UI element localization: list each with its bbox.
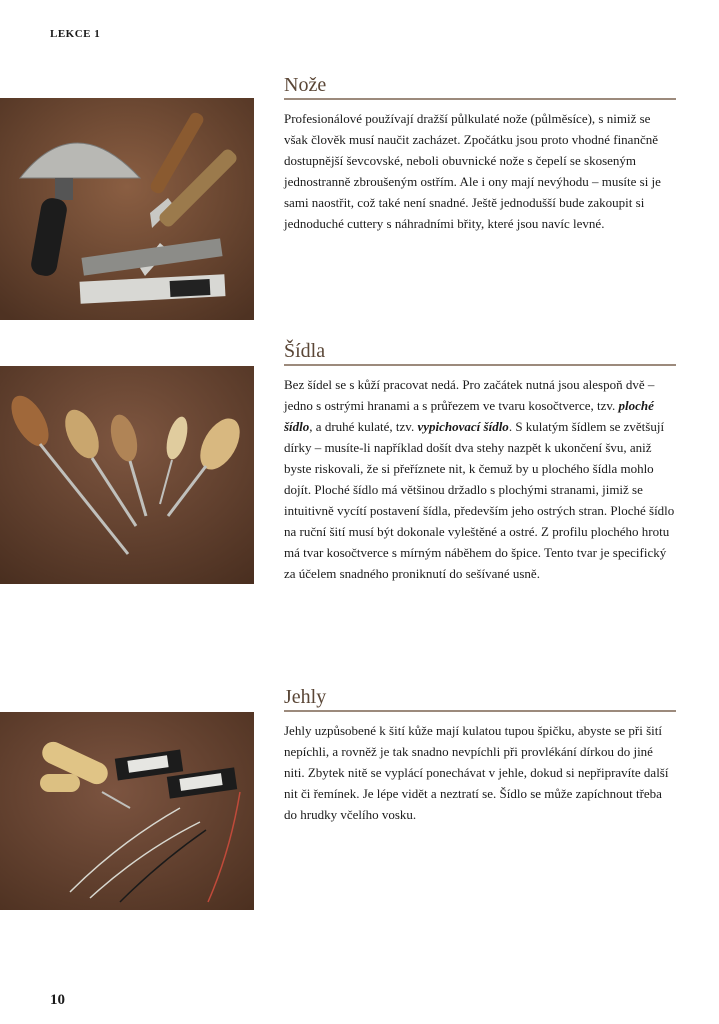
running-header: LEKCE 1 — [50, 28, 101, 40]
section-title-knives: Nože — [284, 74, 676, 100]
section-body-knives — [284, 108, 676, 234]
section-title-needles: Jehly — [284, 686, 676, 712]
body-text: Bez šídel se s kůží pracovat nedá. Pro začátek nutná jsou alespoň dvě – jedno s ostrými hranami a s průřezem ve tvaru kosočtverce, tzv. — [284, 377, 655, 413]
term-round-awl: vypichovací šídlo — [417, 419, 509, 434]
body-text: Profesionálové používají dražší půlkulaté nože (půlměsíce), s nimiž se však člověk musí naučit zacházet. Zpočátku jsou proto vhodné finančně dostupnější ševcovské, neboli obuvnické nože s čepelí se skoseným jednostranně zbroušeným ostřím. Ale i ony mají nevýhodu – musíte si je sami naostřit, což také není snadné. Ještě jednodušší bude zakoupit si jednoduché cuttery s náhradními břity, které jsou navíc levné. — [284, 111, 661, 231]
section-title-awls: Šídla — [284, 340, 676, 366]
page-number: 10 — [50, 992, 65, 1008]
term-flat-awl: ploché šídlo — [284, 398, 654, 434]
section-body-awls — [284, 374, 676, 584]
needles-photo — [0, 712, 254, 910]
body-text: Jehly uzpůsobené k šití kůže mají kulatou tupou špičku, abyste se při šití nepíchli, a rovněž je tak snadno nevpíchli při provlékání dírkou do jiné niti. Zbytek nitě se vyplácí ponechávat v jehle, dokud si nepřipravíte další nit či řemínek. Je lépe vidět a neztratí se. Šídlo se může zapíchnout třeba do hrudky včelího vosku. — [284, 723, 669, 822]
section-body-needles — [284, 720, 676, 825]
knives-photo — [0, 98, 254, 320]
body-text: . S kulatým šídlem se zvětšují dírky – musíte-li například došít dva stehy nazpět k ukončení švu, aniž byste riskovali, že si přeříznete nit, k čemuž by u plochého šídla mohlo dojít. Ploché šídlo má většinou držadlo s plochými stranami, jimiž se intuitivně vycítí postavení šídla, především jeho ostrých stran. Ploché šídlo na ruční šití musí být dokonale vyleštěné a ostré. Z profilu plochého hrotu má tvar kosočtverce s mírným náběhem do špice. Tento tvar je specifický za účelem snadného proniknutí do sešívané usně. — [284, 419, 675, 581]
awls-photo — [0, 366, 254, 584]
body-text: , a druhé kulaté, tzv. — [309, 419, 418, 434]
